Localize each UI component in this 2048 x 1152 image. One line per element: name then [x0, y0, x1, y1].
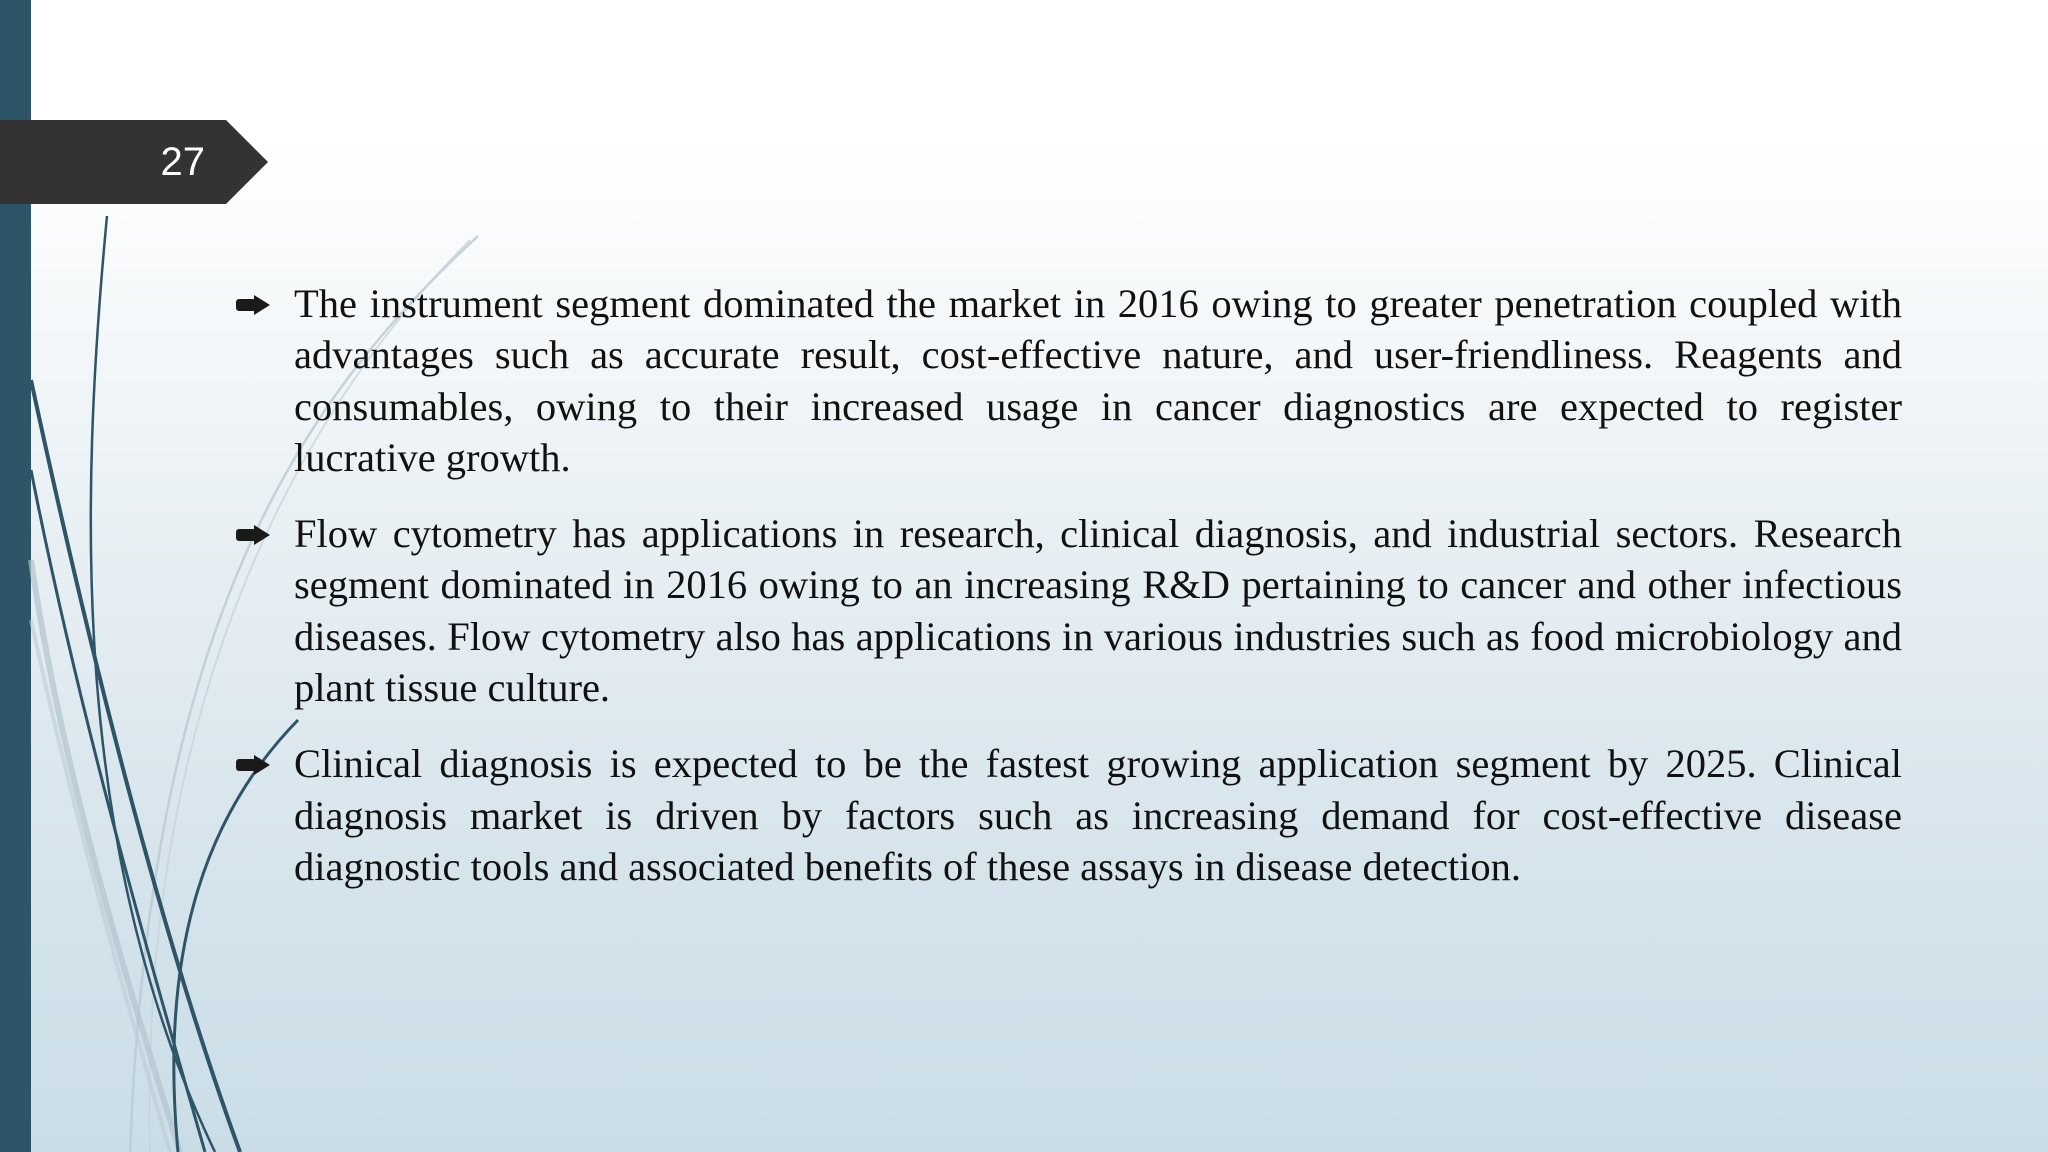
bullet-list: [234, 278, 1902, 917]
arrow-right-icon: [236, 755, 270, 775]
page-number: 27: [160, 140, 205, 184]
arrow-right-icon: [236, 295, 270, 315]
bullet-item: [234, 738, 1902, 892]
bullet-item: [234, 278, 1902, 483]
bullet-text: Clinical diagnosis is expected to be the fastest growing application segment by 2025. Clinical diagnosis market is driven by factors such as increasing demand for cost-effective disease diagnostic tools and associated benefits of these assays in disease detection.: [294, 741, 1902, 889]
bullet-item: [234, 508, 1902, 713]
arrow-right-icon: [236, 525, 270, 545]
bullet-text: Flow cytometry has applications in research, clinical diagnosis, and industrial sectors. Research segment dominated in 2016 owing to an increasing R&D pertaining to cancer and other infectious diseases. Flow cytometry also has applications in various industries such as food microbiology and plant tissue culture.: [294, 511, 1902, 711]
bullet-text: The instrument segment dominated the market in 2016 owing to greater penetration coupled with advantages such as accurate result, cost-effective nature, and user-friendliness. Reagents and consumables, owing to their increased usage in cancer diagnostics are expected to register lucrative growth.: [294, 281, 1902, 480]
page-number-tag: [0, 120, 268, 204]
